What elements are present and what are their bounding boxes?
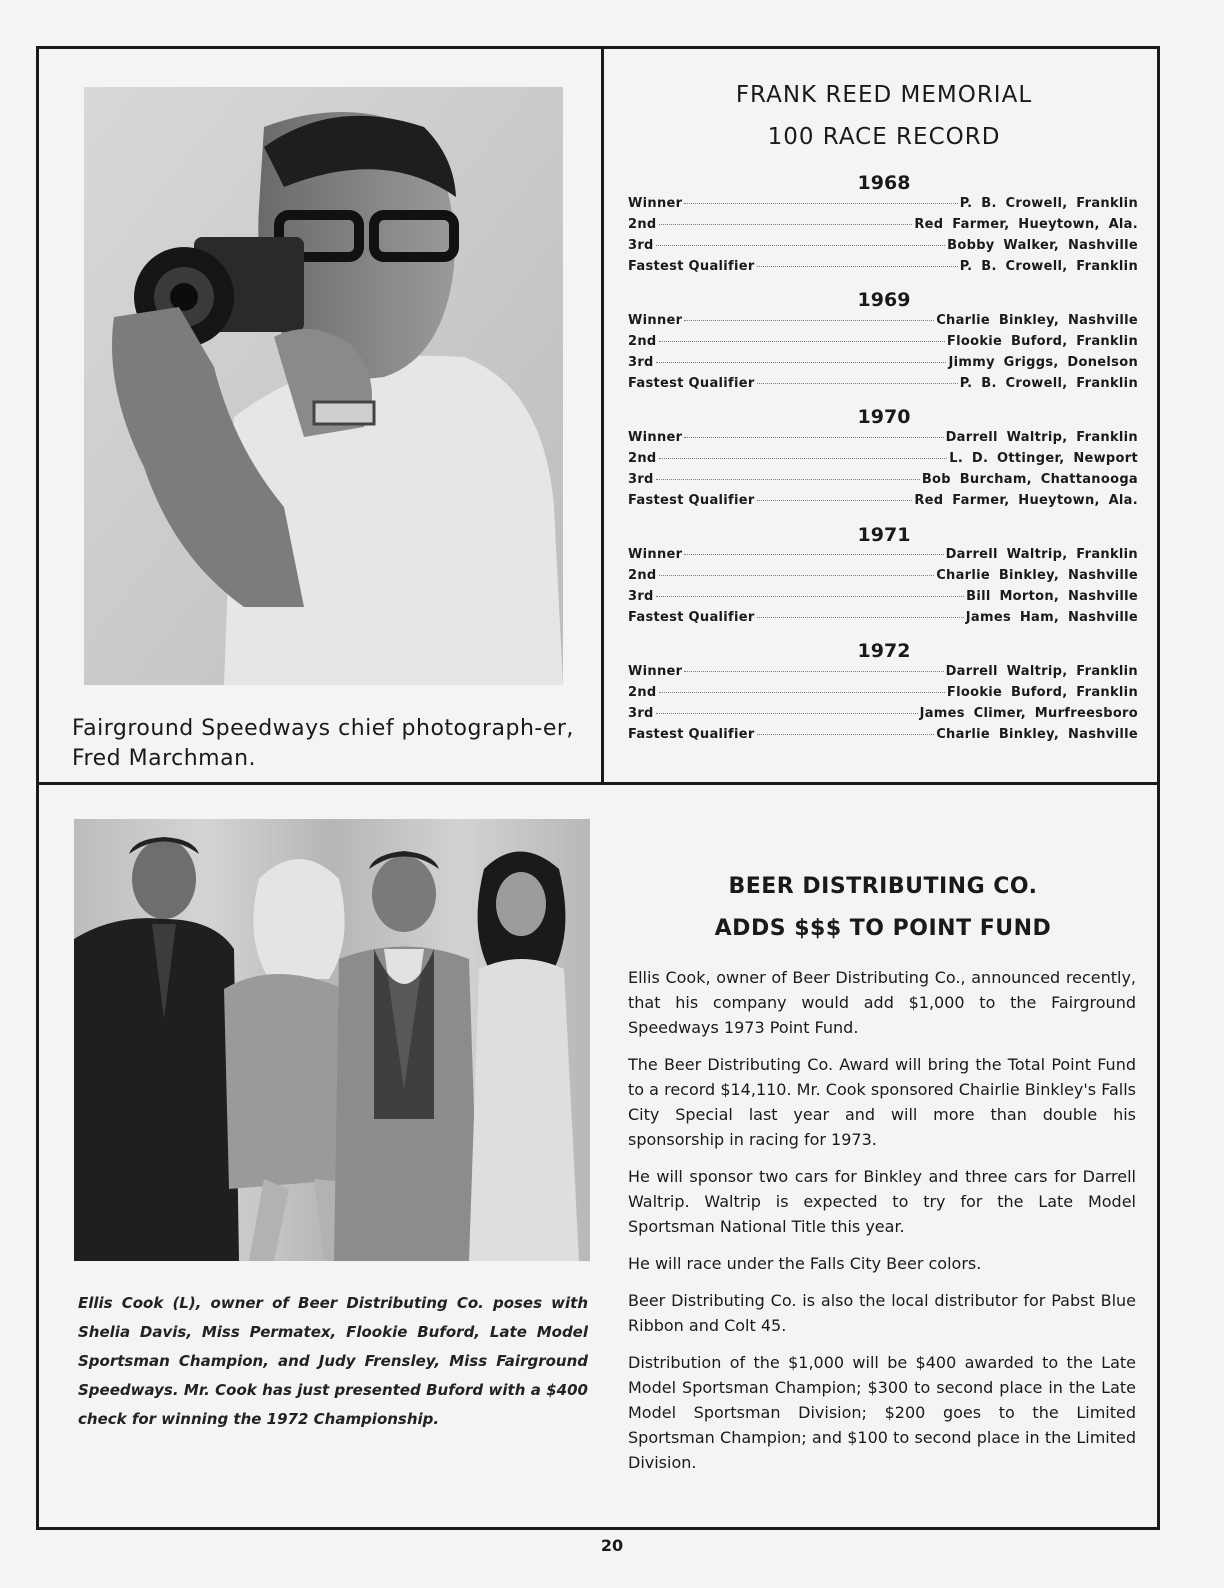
record-row (628, 334, 1138, 354)
group-image (74, 819, 590, 1261)
record-label: 2nd (628, 217, 657, 232)
record-value: James Ham, Nashville (965, 610, 1138, 625)
record-row (628, 430, 1138, 450)
record-label: Fastest Qualifier (628, 259, 755, 274)
record-label: 2nd (628, 334, 657, 349)
record-row (628, 727, 1138, 747)
record-value: Darrell Waltrip, Franklin (945, 547, 1138, 562)
record-label: 3rd (628, 706, 654, 721)
record-value: Flookie Buford, Franklin (946, 334, 1138, 349)
record-label: Winner (628, 664, 683, 679)
record-value: Darrell Waltrip, Franklin (945, 664, 1138, 679)
record-value: Charlie Binkley, Nashville (936, 727, 1138, 742)
record-row (628, 313, 1138, 333)
record-value: Jimmy Griggs, Donelson (948, 355, 1138, 370)
article-paragraph: He will sponsor two cars for Binkley and three cars for Darrell Waltrip. Waltrip is expected to try for the Late Model Sportsman National Title this year. (628, 1167, 1136, 1236)
year-heading: 1968 (857, 172, 911, 194)
photographer-photo (84, 87, 563, 685)
year-heading: 1971 (857, 524, 911, 546)
race-record-title-line1: FRANK REED MEMORIAL (735, 82, 1033, 108)
record-label: Fastest Qualifier (628, 493, 755, 508)
photographer-caption: Fairground Speedways chief photograph-er, Fred Marchman. (72, 716, 574, 771)
record-value: Bill Morton, Nashville (966, 589, 1138, 604)
record-label: 2nd (628, 568, 657, 583)
record-row (628, 568, 1138, 588)
record-label: Fastest Qualifier (628, 610, 755, 625)
race-record-title-line2: 100 RACE RECORD (767, 124, 1001, 150)
record-label: 3rd (628, 238, 654, 253)
record-row (628, 472, 1138, 492)
record-row (628, 217, 1138, 237)
record-value: Charlie Binkley, Nashville (936, 568, 1138, 583)
record-value: Red Farmer, Hueytown, Ala. (914, 217, 1138, 232)
record-value: Red Farmer, Hueytown, Ala. (914, 493, 1138, 508)
photographer-image (84, 87, 563, 685)
article-body (628, 965, 1136, 1487)
group-caption: Ellis Cook (L), owner of Beer Distributing Co. poses with Shelia Davis, Miss Permatex, Flookie Buford, Late Model Sportsman Champion, and Judy Frensley, Miss Fairground Speedways. Mr. Cook has just presented Buford with a $400 check for winning the 1972 Championship. (78, 1294, 588, 1428)
record-value: Flookie Buford, Franklin (946, 685, 1138, 700)
record-label: 2nd (628, 451, 657, 466)
record-label: Fastest Qualifier (628, 376, 755, 391)
article-paragraph: The Beer Distributing Co. Award will bring the Total Point Fund to a record $14,110. Mr. Cook sponsored Chairlie Binkley's Falls City Special last year and will more than double his sponsorship in racing for 1973. (628, 1055, 1136, 1149)
group-photo (74, 819, 590, 1261)
record-row (628, 451, 1138, 471)
record-row (628, 547, 1138, 567)
record-row (628, 664, 1138, 684)
record-value: P. B. Crowell, Franklin (959, 376, 1138, 391)
record-label: Winner (628, 313, 683, 328)
record-row (628, 196, 1138, 216)
record-row (628, 355, 1138, 375)
record-row (628, 589, 1138, 609)
record-row (628, 610, 1138, 630)
article-title-line1: BEER DISTRIBUTING CO. (728, 874, 1038, 899)
record-label: 2nd (628, 685, 657, 700)
record-value: P. B. Crowell, Franklin (959, 196, 1138, 211)
record-value: Charlie Binkley, Nashville (936, 313, 1138, 328)
record-value: Bobby Walker, Nashville (947, 238, 1138, 253)
record-label: 3rd (628, 355, 654, 370)
vertical-divider (601, 46, 604, 784)
record-value: Bob Burcham, Chattanooga (921, 472, 1138, 487)
record-row (628, 685, 1138, 705)
year-heading: 1970 (857, 406, 911, 428)
record-label: Winner (628, 547, 683, 562)
record-label: 3rd (628, 472, 654, 487)
race-record-title (610, 74, 1158, 158)
article-paragraph: He will race under the Falls City Beer colors. (628, 1254, 982, 1273)
record-row (628, 706, 1138, 726)
record-row (628, 376, 1138, 396)
article-paragraph: Ellis Cook, owner of Beer Distributing Co., announced recently, that his company would add $1,000 to the Fairground Speedways 1973 Point Fund. (628, 968, 1136, 1037)
article-paragraph: Beer Distributing Co. is also the local distributor for Pabst Blue Ribbon and Colt 45. (628, 1291, 1136, 1335)
record-value: L. D. Ottinger, Newport (949, 451, 1138, 466)
article-title-line2: ADDS $$$ TO POINT FUND (714, 916, 1052, 941)
page-number: 20 (600, 1536, 624, 1555)
record-row (628, 259, 1138, 279)
record-value: Darrell Waltrip, Franklin (945, 430, 1138, 445)
record-value: James Climer, Murfreesboro (919, 706, 1138, 721)
record-row (628, 493, 1138, 513)
record-label: 3rd (628, 589, 654, 604)
article-title (628, 866, 1138, 950)
article-paragraph: Distribution of the $1,000 will be $400 awarded to the Late Model Sportsman Champion; $300 to second place in the Late Model Sportsman Division; $200 goes to the Limited Sportsman Champion; and $100 to second place in the Limited Division. (628, 1353, 1136, 1472)
record-label: Winner (628, 196, 683, 211)
record-row (628, 238, 1138, 258)
record-label: Fastest Qualifier (628, 727, 755, 742)
record-value: P. B. Crowell, Franklin (959, 259, 1138, 274)
record-label: Winner (628, 430, 683, 445)
year-heading: 1972 (857, 640, 911, 662)
year-heading: 1969 (857, 289, 911, 311)
horizontal-divider (36, 782, 1160, 785)
